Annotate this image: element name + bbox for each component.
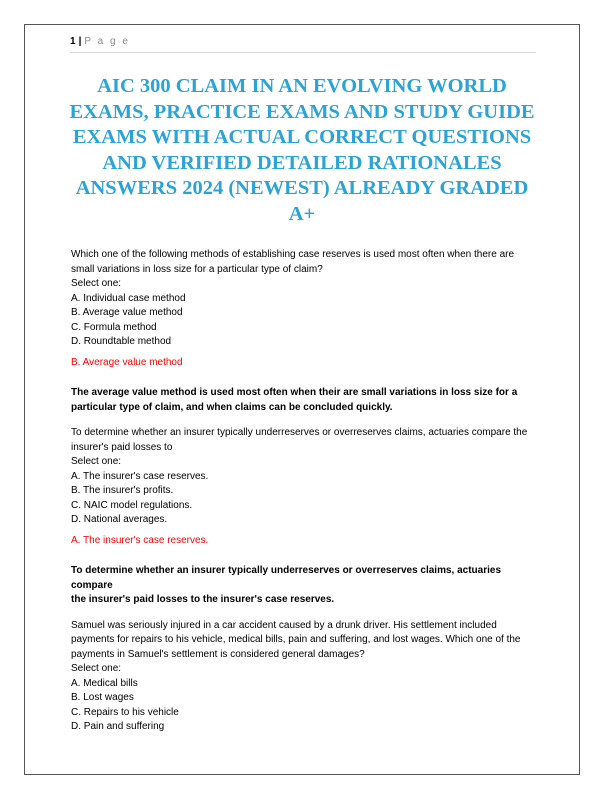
question-block [71,426,541,608]
question-line: Samuel was seriously injured in a car accident caused by a drunk driver. His settlement included [71,619,497,631]
question-block [71,619,541,735]
question-line: payments in Samuel's settlement is considered general damages? [71,648,365,660]
question-line: To determine whether an insurer typically underreserves or overreserves claims, actuaries compare the [71,427,528,438]
option-c: C. NAIC model regulations. [71,499,193,511]
correct-answer: B. Average value method [71,356,183,368]
question-block [71,248,541,415]
option-b: B. The insurer's profits. [71,485,174,496]
question-line: payments for repairs to his vehicle, medical bills, pain and suffering, and lost wages. Which one of the [71,634,521,645]
question-text [71,619,541,663]
option-a: A. The insurer's case reserves. [71,470,209,482]
document-body [71,248,541,735]
option-c: C. Repairs to his vehicle [71,706,179,718]
question-line: small variations in loss size for a particular type of claim? [71,263,323,275]
option-a: A. Individual case method [71,292,186,304]
page-label: P a g e [84,36,130,47]
option-c: C. Formula method [71,321,157,333]
select-prompt: Select one: [71,456,122,467]
rationale-line: particular type of claim, and when claims can be concluded quickly. [71,401,393,413]
option-a: A. Medical bills [71,677,138,689]
option-b: B. Average value method [71,307,183,318]
question-text [71,248,541,277]
correct-answer: A. The insurer's case reserves. [71,534,209,546]
option-b: B. Lost wages [71,692,134,703]
option-d: D. National averages. [71,514,168,525]
page-header [70,36,536,53]
select-prompt: Select one: [71,278,122,289]
question-text [71,426,541,455]
rationale-line: The average value method is used most often when their are small variations in loss size for a [71,387,518,398]
page-separator: | [78,36,82,47]
rationale-line: the insurer's paid losses to the insurer's case reserves. [71,594,335,605]
rationale-line: To determine whether an insurer typically underreserves or overreserves claims, actuaries compare [71,565,502,591]
option-d: D. Roundtable method [71,336,172,347]
question-line: Which one of the following methods of establishing case reserves is used most often when there are [71,249,515,260]
page-number: 1 [70,36,76,47]
question-line: insurer's paid losses to [71,441,173,453]
rationale [71,564,541,608]
document-title: AIC 300 CLAIM IN AN EVOLVING WORLD EXAMS, PRACTICE EXAMS AND STUDY GUIDE EXAMS WITH ACTUAL CORRECT QUESTIONS AND VERIFIED DETAILED RATIONALES ANSWERS 2024 (NEWEST) ALREADY GRADED A+ [69,75,535,225]
option-d: D. Pain and suffering [71,721,165,732]
rationale [71,386,541,415]
select-prompt: Select one: [71,663,122,674]
